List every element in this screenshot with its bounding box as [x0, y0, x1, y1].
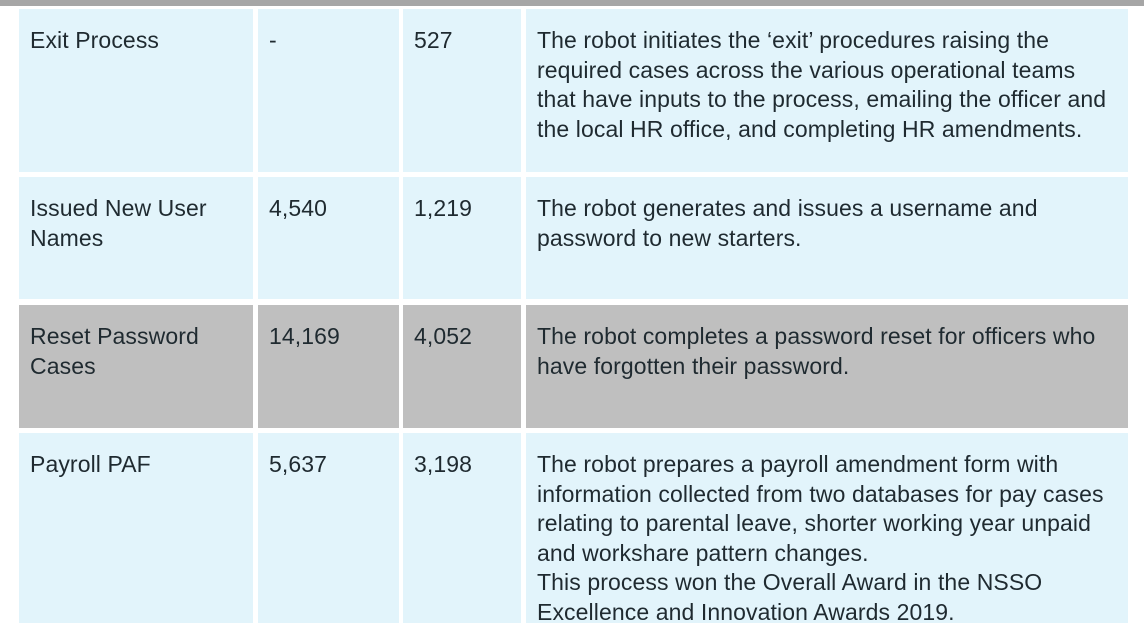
table-row — [0, 433, 1144, 623]
award-note-text: This process won the Overall Award in the NSSO Excellence and Innovation Awards 2019. — [537, 569, 1043, 625]
table-top-border — [0, 0, 1144, 6]
value-cell-2: 1,219 — [403, 177, 521, 299]
description-text: The robot completes a password reset for officers who have forgotten their password. — [537, 323, 1096, 379]
value-cell-2: 527 — [403, 9, 521, 172]
description-text: The robot generates and issues a username and password to new starters. — [537, 195, 1038, 251]
value-cell-1: 5,637 — [258, 433, 399, 623]
value-cell-2: 3,198 — [403, 433, 521, 623]
process-name-cell: Reset Password Cases — [19, 305, 253, 428]
process-name-cell: Issued New User Names — [19, 177, 253, 299]
description-cell — [526, 9, 1128, 172]
value-cell-1: 4,540 — [258, 177, 399, 299]
description-cell — [526, 305, 1128, 428]
description-text: The robot initiates the ‘exit’ procedures raising the required cases across the various operational teams that have inputs to the process, emailing the officer and the local HR office, and completing HR amendments. — [537, 27, 1107, 142]
process-name-cell: Payroll PAF — [19, 433, 253, 623]
description-cell — [526, 433, 1128, 623]
table-row — [0, 305, 1144, 428]
value-cell-2: 4,052 — [403, 305, 521, 428]
value-cell-1: 14,169 — [258, 305, 399, 428]
table-row — [0, 177, 1144, 299]
value-cell-1: - — [258, 9, 399, 172]
process-name-cell: Exit Process — [19, 9, 253, 172]
description-cell — [526, 177, 1128, 299]
description-text: The robot prepares a payroll amendment form with information collected from two databases for pay cases relating to parental leave, shorter working year unpaid and workshare pattern changes. — [537, 451, 1104, 566]
table-row — [0, 9, 1144, 172]
